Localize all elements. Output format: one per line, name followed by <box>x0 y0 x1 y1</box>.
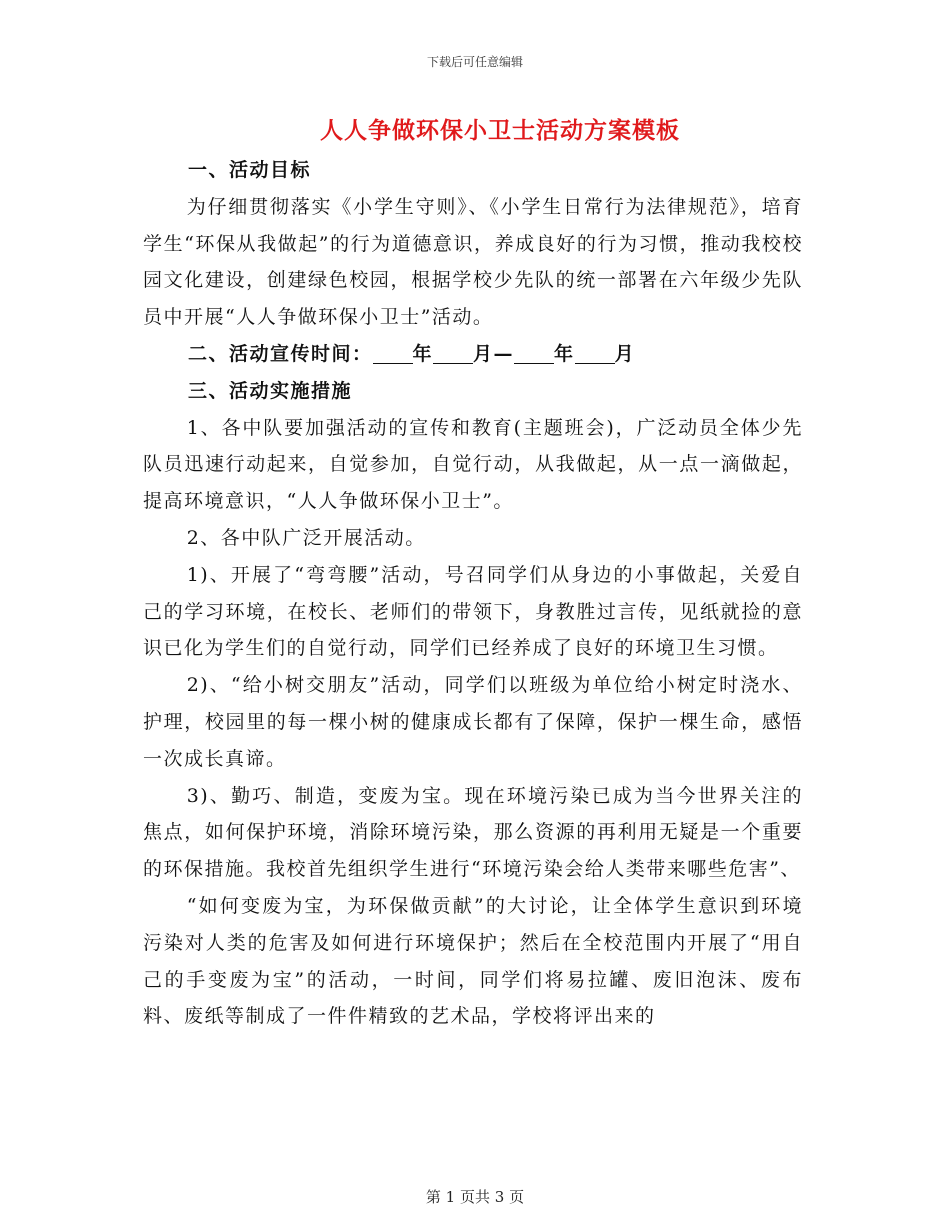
document-title: 人人争做环保小卫士活动方案模板 <box>320 117 680 144</box>
year-start-blank <box>373 343 413 364</box>
year-end-blank <box>514 343 554 364</box>
sub-item-3-continued: “如何变废为宝，为环保做贡献”的大讨论，让全体学生意识到环境污染对人类的危害及如何进行环境保护；然后在全校范围内开展了“用自己的手变废为宝”的活动，一时间，同学们将易拉罐、废旧泡沫、废布料、废纸等制成了一件件精致的艺术品，学校将评出来的 <box>143 894 803 1028</box>
month-end-blank <box>575 343 615 364</box>
section-heading-time <box>143 336 803 373</box>
measure-item-2: 2、各中队广泛开展活动。 <box>186 526 426 549</box>
month-end-label: 月 <box>614 342 636 365</box>
time-label: 二、活动宣传时间： <box>188 342 373 365</box>
goals-paragraph: 为仔细贯彻落实《小学生守则》、《小学生日常行为法律规范》，培育学生“环保从我做起”的行为道德意识，养成良好的行为习惯，推动我校校园文化建设，创建绿色校园，根据学校少先队的统一部署在六年级少先队员中开展“人人争做环保小卫士”活动。 <box>143 195 803 329</box>
measure-item-1: 1、各中队要加强活动的宣传和教育(主题班会)，广泛动员全体少先队员迅速行动起来，自觉参加，自觉行动，从我做起，从一点一滴做起，提高环境意识，“人人争做环保小卫士”。 <box>143 416 803 513</box>
header-note: 下载后可任意编辑 <box>426 55 523 69</box>
sub-item-1: 1)、开展了“弯弯腰”活动，号召同学们从身边的小事做起，关爱自己的学习环境，在校长、老师们的带领下，身教胜过言传，见纸就捡的意识已化为学生们的自觉行动，同学们已经养成了良好的环境卫生习惯。 <box>143 563 803 660</box>
year-start-label: 年 <box>412 342 434 365</box>
section-heading-measures: 三、活动实施措施 <box>188 379 353 402</box>
section-heading-goals: 一、活动目标 <box>188 159 312 181</box>
sub-item-2: 2)、“给小树交朋友”活动，同学们以班级为单位给小树定时浇水、护理，校园里的每一棵小树的健康成长都有了保障，保护一棵生命，感悟一次成长真谛。 <box>143 674 803 770</box>
document-body <box>143 152 803 1035</box>
sub-item-3: 3)、勤巧、制造，变废为宝。现在环境污染已成为当今世界关注的焦点，如何保护环境，消除环境污染，那么资源的再利用无疑是一个重要的环保措施。我校首先组织学生进行“环境污染会给人类带来哪些危害”、 <box>143 784 803 881</box>
year-end-label: 年 <box>554 342 575 365</box>
month-start-label: 月— <box>473 342 515 365</box>
month-start-blank <box>433 343 473 364</box>
page-number: 第 1 页共 3 页 <box>425 1188 525 1206</box>
